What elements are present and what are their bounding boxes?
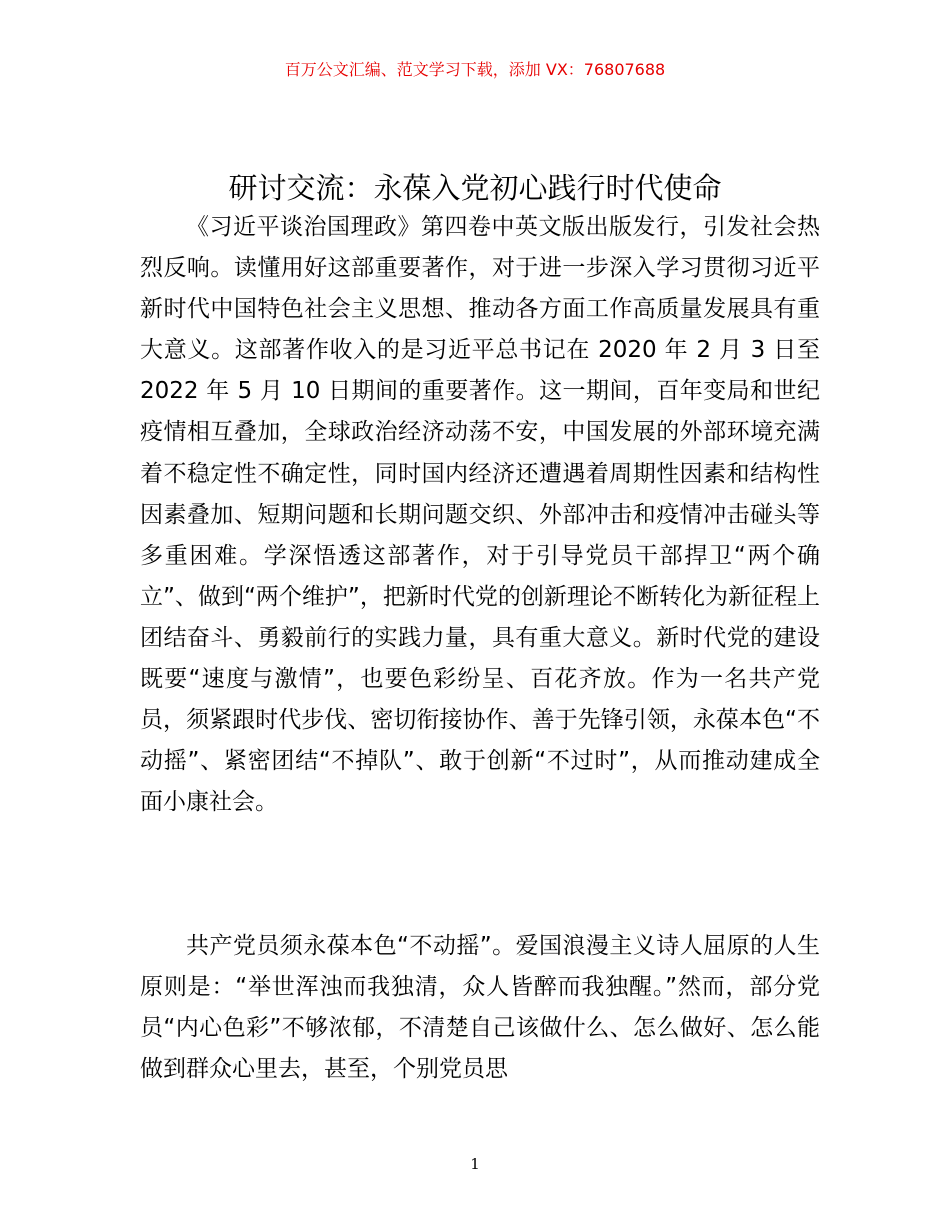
body-paragraph-1: 《习近平谈治国理政》第四卷中英文版出版发行，引发社会热烈反响。读懂用好这部重要著作，对于进一步深入学习贯彻习近平新时代中国特色社会主义思想、推动各方面工作高质量发展具有重大意义。这部著作收入的是习近平总书记在 2020 年 2 月 3 日至 2022 年 5 月 10 日期间的重要著作。这一期间，百年变局和世纪疫情相互叠加，全球政治经济动荡不安，中国发展的外部环境充满着不稳定性不确定性，同时国内经济还遭遇着周期性因素和结构性因素叠加、短期问题和长期问题交织、外部冲击和疫情冲击碰头等多重困难。学深悟透这部著作，对于引导党员干部捍卫“两个确立”、做到“两个维护”，把新时代党的创新理论不断转化为新征程上团结奋斗、勇毅前行的实践力量，具有重大意义。新时代党的建设既要“速度与激情”，也要色彩纷呈、百花齐放。作为一名共产党员，须紧跟时代步伐、密切衔接协作、善于先锋引领，永葆本色“不动摇”、紧密团结“不掉队”、敢于创新“不过时”，从而推动建成全面小康社会。 — [140, 214, 820, 816]
header-promo-note: 百万公文汇编、范文学习下载，添加 VX：76807688 — [284, 60, 666, 79]
page-number: 1 — [470, 1155, 480, 1173]
body-paragraph-2: 共产党员须永葆本色“不动摇”。爱国浪漫主义诗人屈原的人生原则是：“举世浑浊而我独清，众人皆醉而我独醒。”然而，部分党员“内心色彩”不够浓郁，不清楚自己该做什么、怎么做好、怎么能做到群众心里去，甚至，个别党员思 — [140, 933, 820, 1083]
document-title: 研讨交流：永葆入党初心践行时代使命 — [228, 171, 722, 205]
